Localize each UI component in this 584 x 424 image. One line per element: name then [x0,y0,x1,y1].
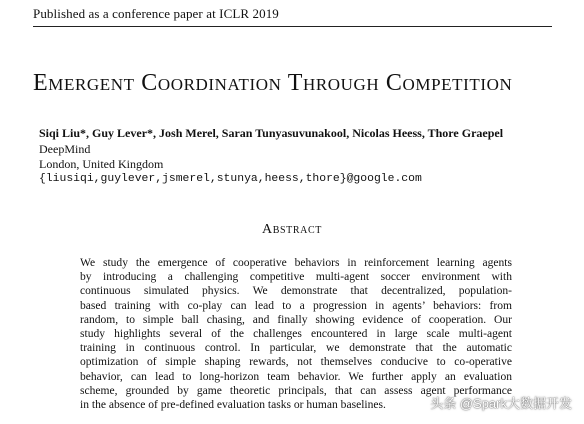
abstract-line: training in continuous control. In particular, we demonstrate that the automatic [80,342,512,355]
abstract-line: random, to simple ball chasing, and finally showing evidence of cooperation. Our [80,313,512,326]
abstract-line: in the absence of pre-defined evaluation tasks or human baselines. [80,399,386,412]
abstract-body [80,256,512,412]
author-list: Siqi Liu*, Guy Lever*, Josh Merel, Saran Tunyasuvunakool, Nicolas Heess, Thore Graepel [39,126,504,140]
affiliation-org: DeepMind [39,142,91,156]
abstract-line: continuous simulated physics. We demonstrate that decentralized, population- [80,285,512,298]
abstract-line: behavior, can lead to long-horizon team behavior. We further apply an evaluation [80,370,512,383]
abstract-line: study highlights several of the challenges encountered in large scale multi-agent [80,328,512,341]
affiliation-block [39,142,422,187]
abstract-heading: Abstract [262,222,322,237]
abstract-line: based training with co-play can lead to a progression in agents’ behaviors: from [80,299,512,312]
abstract-line: scheme, grounded by game theoretic principals, that can assess agent performance [80,384,512,397]
watermark-text: 头条 @Spark大数据开发 [430,395,572,411]
header-rule [33,26,552,27]
toutiao-logo-icon [410,395,426,409]
abstract-line: We study the emergence of cooperative behaviors in reinforcement learning agents [80,257,512,269]
affiliation-location: London, United Kingdom [39,157,164,171]
abstract-line: by introducing a challenging competitive multi-agent soccer environment with [80,271,512,284]
abstract-line: optimization of simple shaping rewards, not themselves conducive to co-operative [80,356,512,369]
watermark [410,392,572,412]
paper-title: Emergent Coordination Through Competition [33,70,513,96]
conference-header: Published as a conference paper at ICLR 2019 [33,6,279,21]
author-emails: {liusiqi,guylever,jsmerel,stunya,heess,thore}@google.com [39,173,422,185]
